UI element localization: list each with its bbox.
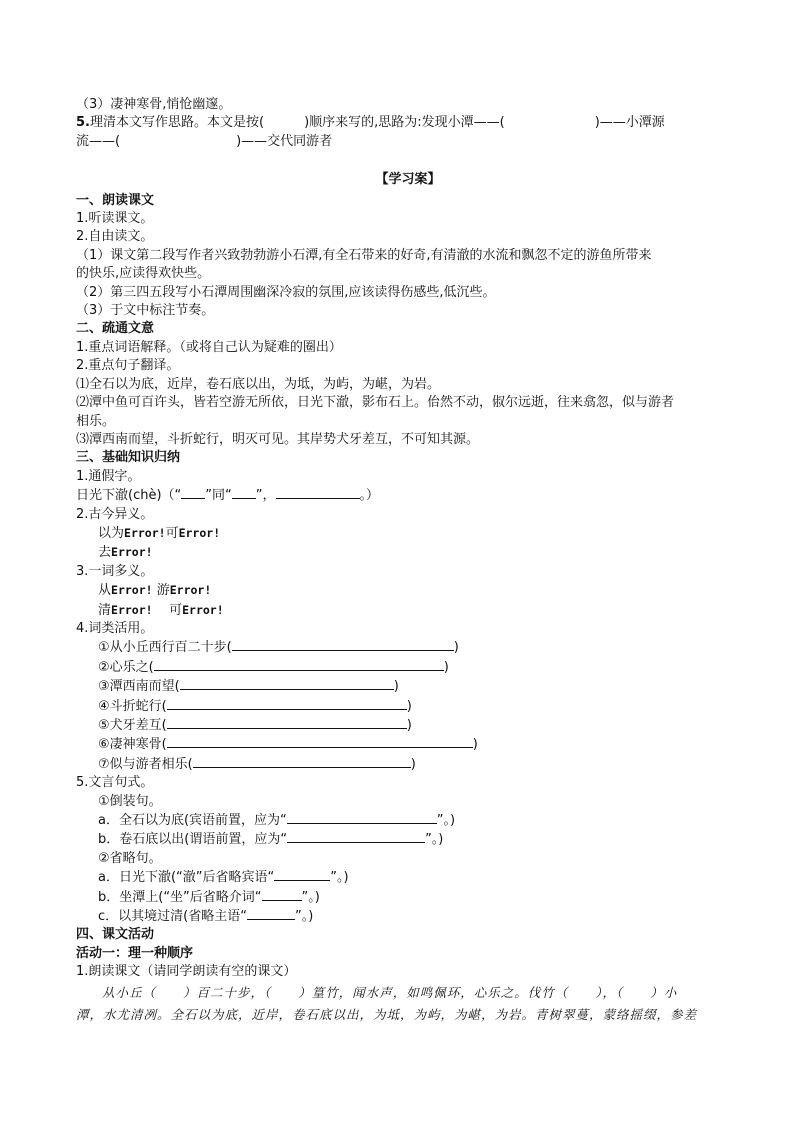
item-text: ”。) [425, 832, 444, 848]
item-text: 。） [359, 488, 380, 504]
item-text: ”， [255, 488, 276, 504]
sentence-item: ⑴全石以为底，近岸，卷石底以出，为坻，为屿，为嵁，为岩。 [76, 376, 441, 392]
list-item: 4.词类活用。 [76, 620, 154, 636]
huoyong-item [76, 755, 726, 774]
section-heading: 二、疏通文意 [76, 321, 155, 337]
answer-blank[interactable] [167, 735, 473, 748]
list-item: （3）于文中标注节奏。 [76, 303, 215, 319]
item-text: ) [393, 679, 399, 695]
answer-blank[interactable] [167, 716, 407, 729]
item-text: 可 [169, 602, 183, 618]
item-text: ”。) [301, 889, 320, 905]
juishi-item [76, 811, 726, 830]
item-text: 清 [98, 602, 112, 618]
answer-blank[interactable] [274, 868, 330, 881]
reading-passage-line: 从小丘（ ）百二十步，（ ）篁竹，闻水声，如鸣佩环，心乐之。伐竹（ ），（ ）小 [102, 984, 678, 1000]
list-item: （1）课文第二段写作者兴致勃勃游小石潭,有全石带来的好奇,有清澈的水流和飘忽不定的游鱼所带来 [76, 247, 652, 263]
list-item: 5.文言句式。 [76, 775, 154, 791]
juishi-item [76, 888, 726, 907]
answer-blank[interactable] [232, 486, 256, 499]
item-text: 游 [156, 583, 170, 599]
answer-blank[interactable] [167, 697, 407, 710]
answer-blank[interactable] [262, 888, 302, 901]
item-text: b．卷石底以出(谓语前置，应为“ [98, 832, 288, 848]
item-text: c．以其境过清(省略主语“ [98, 909, 247, 925]
duoyi-item [76, 581, 726, 600]
item-text: ”。) [294, 909, 314, 925]
huoyong-item [76, 697, 726, 716]
item-text: a．日光下澈(“澈”后省略宾语“ [98, 870, 275, 886]
field-error: Error! [182, 602, 224, 617]
list-item: 2.自由读文。 [76, 229, 154, 245]
section-heading: 一、朗读课文 [76, 192, 155, 208]
answer-blank[interactable] [287, 830, 425, 843]
list-item: 1.通假字。 [76, 468, 141, 484]
question-text: )——交代同游者 [236, 133, 333, 149]
huoyong-item [76, 716, 726, 735]
item-text: ) [443, 659, 449, 675]
item-text: ) [406, 718, 412, 733]
section-title: 【学习案】 [375, 172, 441, 188]
answer-blank[interactable] [154, 658, 444, 671]
tongjia-item [76, 486, 726, 505]
activity-heading: 活动一：理一种顺序 [76, 945, 194, 961]
answer-blank[interactable] [247, 907, 295, 920]
list-item: 1.重点词语解释。（或将自己认为疑难的圈出） [76, 339, 342, 355]
answer-blank[interactable] [287, 811, 437, 824]
list-item: 2.古今异义。 [76, 506, 154, 522]
field-error: Error! [111, 602, 153, 617]
question-text: )——小潭源 [594, 115, 665, 131]
juishi-item [76, 830, 726, 849]
field-error: Error! [111, 545, 153, 560]
sentence-item: ⑶潭西南而望，斗折蛇行，明灭可见。其岸势犬牙差互，不可知其源。 [76, 431, 480, 447]
list-item: 1.听读课文。 [76, 211, 154, 227]
item-text: ) [453, 640, 459, 656]
question-text: 流——( [76, 133, 121, 149]
item-text: ) [472, 737, 478, 753]
list-item: 3.一词多义。 [76, 563, 154, 579]
question-text: 理清本文写作思路。本文是按( [89, 115, 265, 131]
item-text: ③潭西南而望( [98, 679, 180, 695]
item-text: ) [410, 756, 416, 772]
question-item: （3）凄神寒骨,悄怆幽邃。 [76, 97, 232, 112]
item-text: a．全石以为底(宾语前置，应为“ [98, 813, 287, 829]
item-text: ⑤犬牙差互( [98, 718, 167, 733]
gujin-item [76, 524, 726, 543]
sentence-item: 相乐。 [76, 413, 116, 429]
field-error: Error! [124, 525, 166, 540]
item-text: ①从小丘西行百二十步( [98, 640, 232, 656]
list-item: （2）第三四五段写小石潭周围幽深冷寂的氛围,应该读得伤感些,低沉些。 [76, 284, 496, 300]
question-text: )顺序来写的,思路为:发现小潭——( [304, 115, 505, 131]
item-text: b．坐潭上(“坐”后省略介词“ [98, 889, 262, 905]
item-text: ⑥凄神寒骨( [98, 737, 167, 753]
worksheet-page [76, 96, 726, 1026]
answer-blank[interactable] [232, 638, 454, 651]
answer-blank[interactable] [180, 677, 394, 690]
sub-heading: ②省略句。 [98, 850, 162, 866]
answer-blank[interactable] [193, 755, 411, 768]
list-item: 2.重点句子翻译。 [76, 358, 180, 374]
item-text: 以为 [98, 525, 125, 541]
juishi-item [76, 907, 726, 926]
huoyong-item [76, 735, 726, 754]
item-text: ”。) [330, 870, 349, 886]
huoyong-item [76, 677, 726, 696]
reading-passage-line: 潭，水尤清冽。全石以为底，近岸，卷石底以出，为坻，为屿，为嵁，为岩。青树翠蔓，蒙络摇缀，参差 [76, 1006, 698, 1022]
item-text: ②心乐之( [98, 659, 154, 675]
juishi-item [76, 868, 726, 887]
item-text: 去 [98, 545, 112, 561]
item-text: 可 [165, 525, 179, 541]
section-heading: 四、课文活动 [76, 927, 155, 943]
question-5 [76, 114, 726, 132]
answer-blank[interactable] [181, 486, 205, 499]
item-text: 日光下澈(chè)（“ [76, 488, 182, 504]
answer-blank[interactable] [276, 486, 360, 499]
list-item: 1.朗读课文（请同学朗读有空的课文） [76, 964, 297, 980]
item-text: ”同“ [205, 488, 232, 504]
list-item: 的快乐,应读得欢快些。 [76, 266, 211, 282]
duoyi-item [76, 601, 726, 620]
question-5-cont [76, 133, 726, 151]
sentence-item: ⑵潭中鱼可百许头，皆若空游无所依，日光下澈，影布石上。佁然不动，俶尔远逝，往来翕忽，似与游者 [76, 395, 675, 411]
item-text: ⑦似与游者相乐( [98, 756, 193, 772]
field-error: Error! [111, 583, 153, 598]
section-heading: 三、基础知识归纳 [76, 450, 181, 466]
item-text: ”。) [436, 813, 456, 829]
huoyong-item [76, 658, 726, 677]
field-error: Error! [178, 525, 221, 540]
question-number: 5. [76, 115, 90, 131]
item-text: ④斗折蛇行( [98, 698, 167, 714]
huoyong-item [76, 638, 726, 657]
gujin-item [76, 543, 726, 562]
item-text: 从 [98, 583, 112, 599]
sub-heading: ①倒装句。 [98, 793, 162, 809]
field-error: Error! [169, 583, 212, 598]
item-text: ) [406, 698, 412, 714]
